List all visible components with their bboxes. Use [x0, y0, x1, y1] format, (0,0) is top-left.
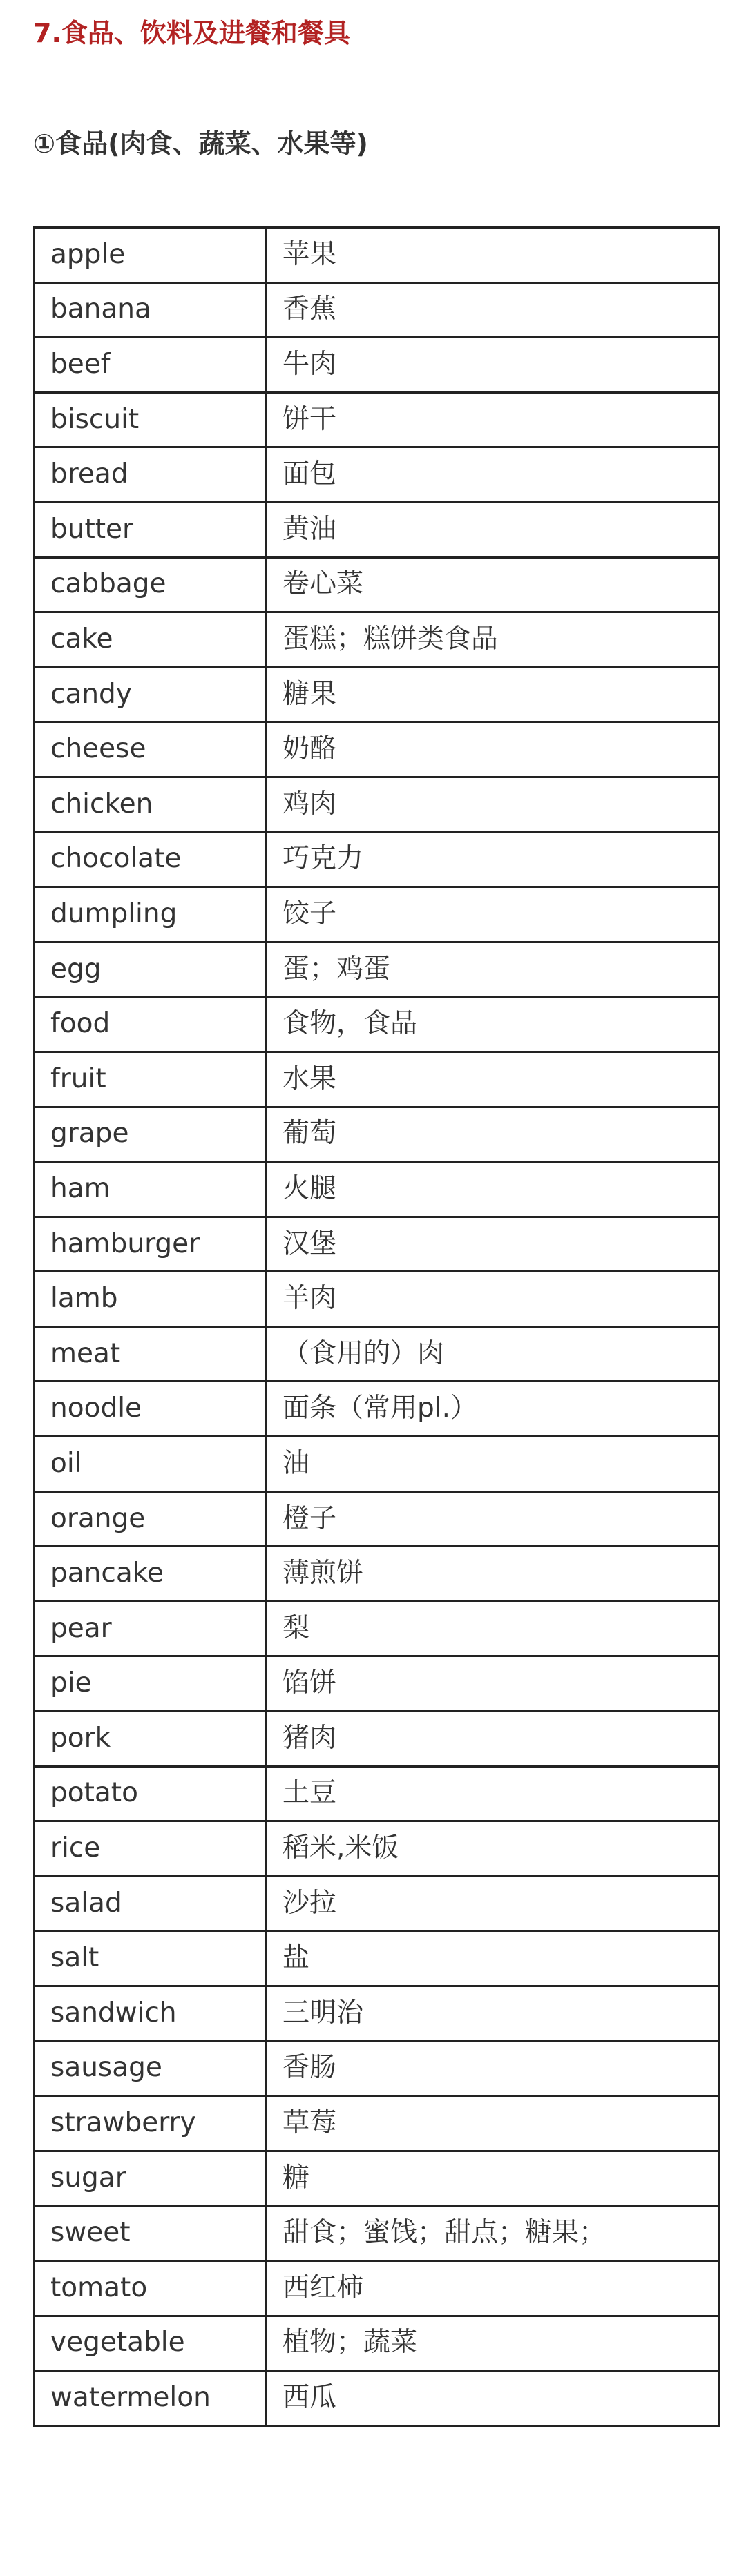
chinese-meaning-cell: 油 [267, 1437, 720, 1492]
table-row [35, 1876, 720, 1931]
english-word-cell: pie [35, 1656, 267, 1712]
chinese-meaning-cell: 水果 [267, 1052, 720, 1107]
chinese-meaning-cell: 香蕉 [267, 282, 720, 338]
english-word-cell: fruit [35, 1052, 267, 1107]
chinese-meaning-cell: 橙子 [267, 1491, 720, 1547]
subsection-title: ①食品(肉食、蔬菜、水果等) [33, 128, 368, 159]
chinese-meaning-cell: 馅饼 [267, 1656, 720, 1712]
table-row [35, 1382, 720, 1437]
english-word-cell: bread [35, 447, 267, 503]
table-row [35, 1547, 720, 1602]
chinese-meaning-cell: 苹果 [267, 228, 720, 283]
table-row [35, 2316, 720, 2371]
chinese-meaning-cell: 巧克力 [267, 832, 720, 887]
chinese-meaning-cell: 盐 [267, 1931, 720, 1986]
chinese-meaning-cell: 牛肉 [267, 338, 720, 393]
english-word-cell: cheese [35, 722, 267, 777]
chinese-meaning-cell: 甜食；蜜饯；甜点；糖果； [267, 2206, 720, 2261]
english-word-cell: biscuit [35, 392, 267, 447]
table-row [35, 1437, 720, 1492]
chinese-meaning-cell: 蛋；鸡蛋 [267, 942, 720, 997]
chinese-meaning-cell: 猪肉 [267, 1712, 720, 1767]
english-word-cell: noodle [35, 1382, 267, 1437]
chinese-meaning-cell: 植物；蔬菜 [267, 2316, 720, 2371]
table-row [35, 228, 720, 283]
english-word-cell: apple [35, 228, 267, 283]
english-word-cell: tomato [35, 2260, 267, 2316]
table-row [35, 777, 720, 832]
table-row [35, 502, 720, 557]
english-word-cell: sweet [35, 2206, 267, 2261]
table-row [35, 667, 720, 722]
table-row [35, 1986, 720, 2042]
table-row [35, 2206, 720, 2261]
table-row [35, 1656, 720, 1712]
english-word-cell: candy [35, 667, 267, 722]
english-word-cell: egg [35, 942, 267, 997]
chinese-meaning-cell: 羊肉 [267, 1272, 720, 1327]
english-word-cell: pear [35, 1601, 267, 1656]
english-word-cell: vegetable [35, 2316, 267, 2371]
english-word-cell: sausage [35, 2041, 267, 2096]
english-word-cell: salt [35, 1931, 267, 1986]
chinese-meaning-cell: 面条（常用pl.） [267, 1382, 720, 1437]
english-word-cell: ham [35, 1162, 267, 1217]
english-word-cell: orange [35, 1491, 267, 1547]
table-row [35, 447, 720, 503]
table-row [35, 832, 720, 887]
chinese-meaning-cell: 蛋糕；糕饼类食品 [267, 612, 720, 668]
chinese-meaning-cell: 稻米,米饭 [267, 1821, 720, 1877]
english-word-cell: pork [35, 1712, 267, 1767]
chinese-meaning-cell: 沙拉 [267, 1876, 720, 1931]
vocabulary-table [33, 226, 720, 2427]
english-word-cell: oil [35, 1437, 267, 1492]
table-row [35, 2260, 720, 2316]
english-word-cell: food [35, 997, 267, 1052]
chinese-meaning-cell: 鸡肉 [267, 777, 720, 832]
chinese-meaning-cell: 食物，食品 [267, 997, 720, 1052]
vocabulary-table-body [35, 228, 720, 2426]
table-row [35, 1491, 720, 1547]
table-row [35, 2371, 720, 2426]
chinese-meaning-cell: 糖果 [267, 667, 720, 722]
table-row [35, 612, 720, 668]
english-word-cell: watermelon [35, 2371, 267, 2426]
english-word-cell: salad [35, 1876, 267, 1931]
chinese-meaning-cell: 葡萄 [267, 1107, 720, 1162]
english-word-cell: grape [35, 1107, 267, 1162]
english-word-cell: potato [35, 1766, 267, 1821]
chinese-meaning-cell: 汉堡 [267, 1217, 720, 1272]
table-row [35, 2096, 720, 2151]
english-word-cell: cake [35, 612, 267, 668]
table-row [35, 942, 720, 997]
chinese-meaning-cell: 卷心菜 [267, 557, 720, 612]
english-word-cell: chicken [35, 777, 267, 832]
table-row [35, 1217, 720, 1272]
english-word-cell: sugar [35, 2151, 267, 2206]
section-title: 7.食品、饮料及进餐和餐具 [33, 18, 350, 48]
english-word-cell: rice [35, 1821, 267, 1877]
table-row [35, 1601, 720, 1656]
table-row [35, 557, 720, 612]
english-word-cell: pancake [35, 1547, 267, 1602]
table-row [35, 392, 720, 447]
table-row [35, 1821, 720, 1877]
chinese-meaning-cell: 草莓 [267, 2096, 720, 2151]
chinese-meaning-cell: （食用的）肉 [267, 1326, 720, 1382]
table-row [35, 2041, 720, 2096]
english-word-cell: dumpling [35, 887, 267, 942]
english-word-cell: beef [35, 338, 267, 393]
chinese-meaning-cell: 西瓜 [267, 2371, 720, 2426]
english-word-cell: strawberry [35, 2096, 267, 2151]
english-word-cell: hamburger [35, 1217, 267, 1272]
chinese-meaning-cell: 奶酪 [267, 722, 720, 777]
chinese-meaning-cell: 糖 [267, 2151, 720, 2206]
chinese-meaning-cell: 饼干 [267, 392, 720, 447]
table-row [35, 282, 720, 338]
chinese-meaning-cell: 梨 [267, 1601, 720, 1656]
table-row [35, 2151, 720, 2206]
table-row [35, 1766, 720, 1821]
chinese-meaning-cell: 饺子 [267, 887, 720, 942]
table-row [35, 1162, 720, 1217]
table-row [35, 1107, 720, 1162]
english-word-cell: lamb [35, 1272, 267, 1327]
table-row [35, 1931, 720, 1986]
table-row [35, 1052, 720, 1107]
table-row [35, 338, 720, 393]
english-word-cell: meat [35, 1326, 267, 1382]
table-row [35, 997, 720, 1052]
table-row [35, 722, 720, 777]
english-word-cell: banana [35, 282, 267, 338]
english-word-cell: butter [35, 502, 267, 557]
chinese-meaning-cell: 西红柿 [267, 2260, 720, 2316]
english-word-cell: sandwich [35, 1986, 267, 2042]
chinese-meaning-cell: 火腿 [267, 1162, 720, 1217]
chinese-meaning-cell: 面包 [267, 447, 720, 503]
table-row [35, 1712, 720, 1767]
table-row [35, 887, 720, 942]
chinese-meaning-cell: 黄油 [267, 502, 720, 557]
english-word-cell: cabbage [35, 557, 267, 612]
chinese-meaning-cell: 香肠 [267, 2041, 720, 2096]
chinese-meaning-cell: 薄煎饼 [267, 1547, 720, 1602]
table-row [35, 1272, 720, 1327]
table-row [35, 1326, 720, 1382]
chinese-meaning-cell: 三明治 [267, 1986, 720, 2042]
chinese-meaning-cell: 土豆 [267, 1766, 720, 1821]
english-word-cell: chocolate [35, 832, 267, 887]
